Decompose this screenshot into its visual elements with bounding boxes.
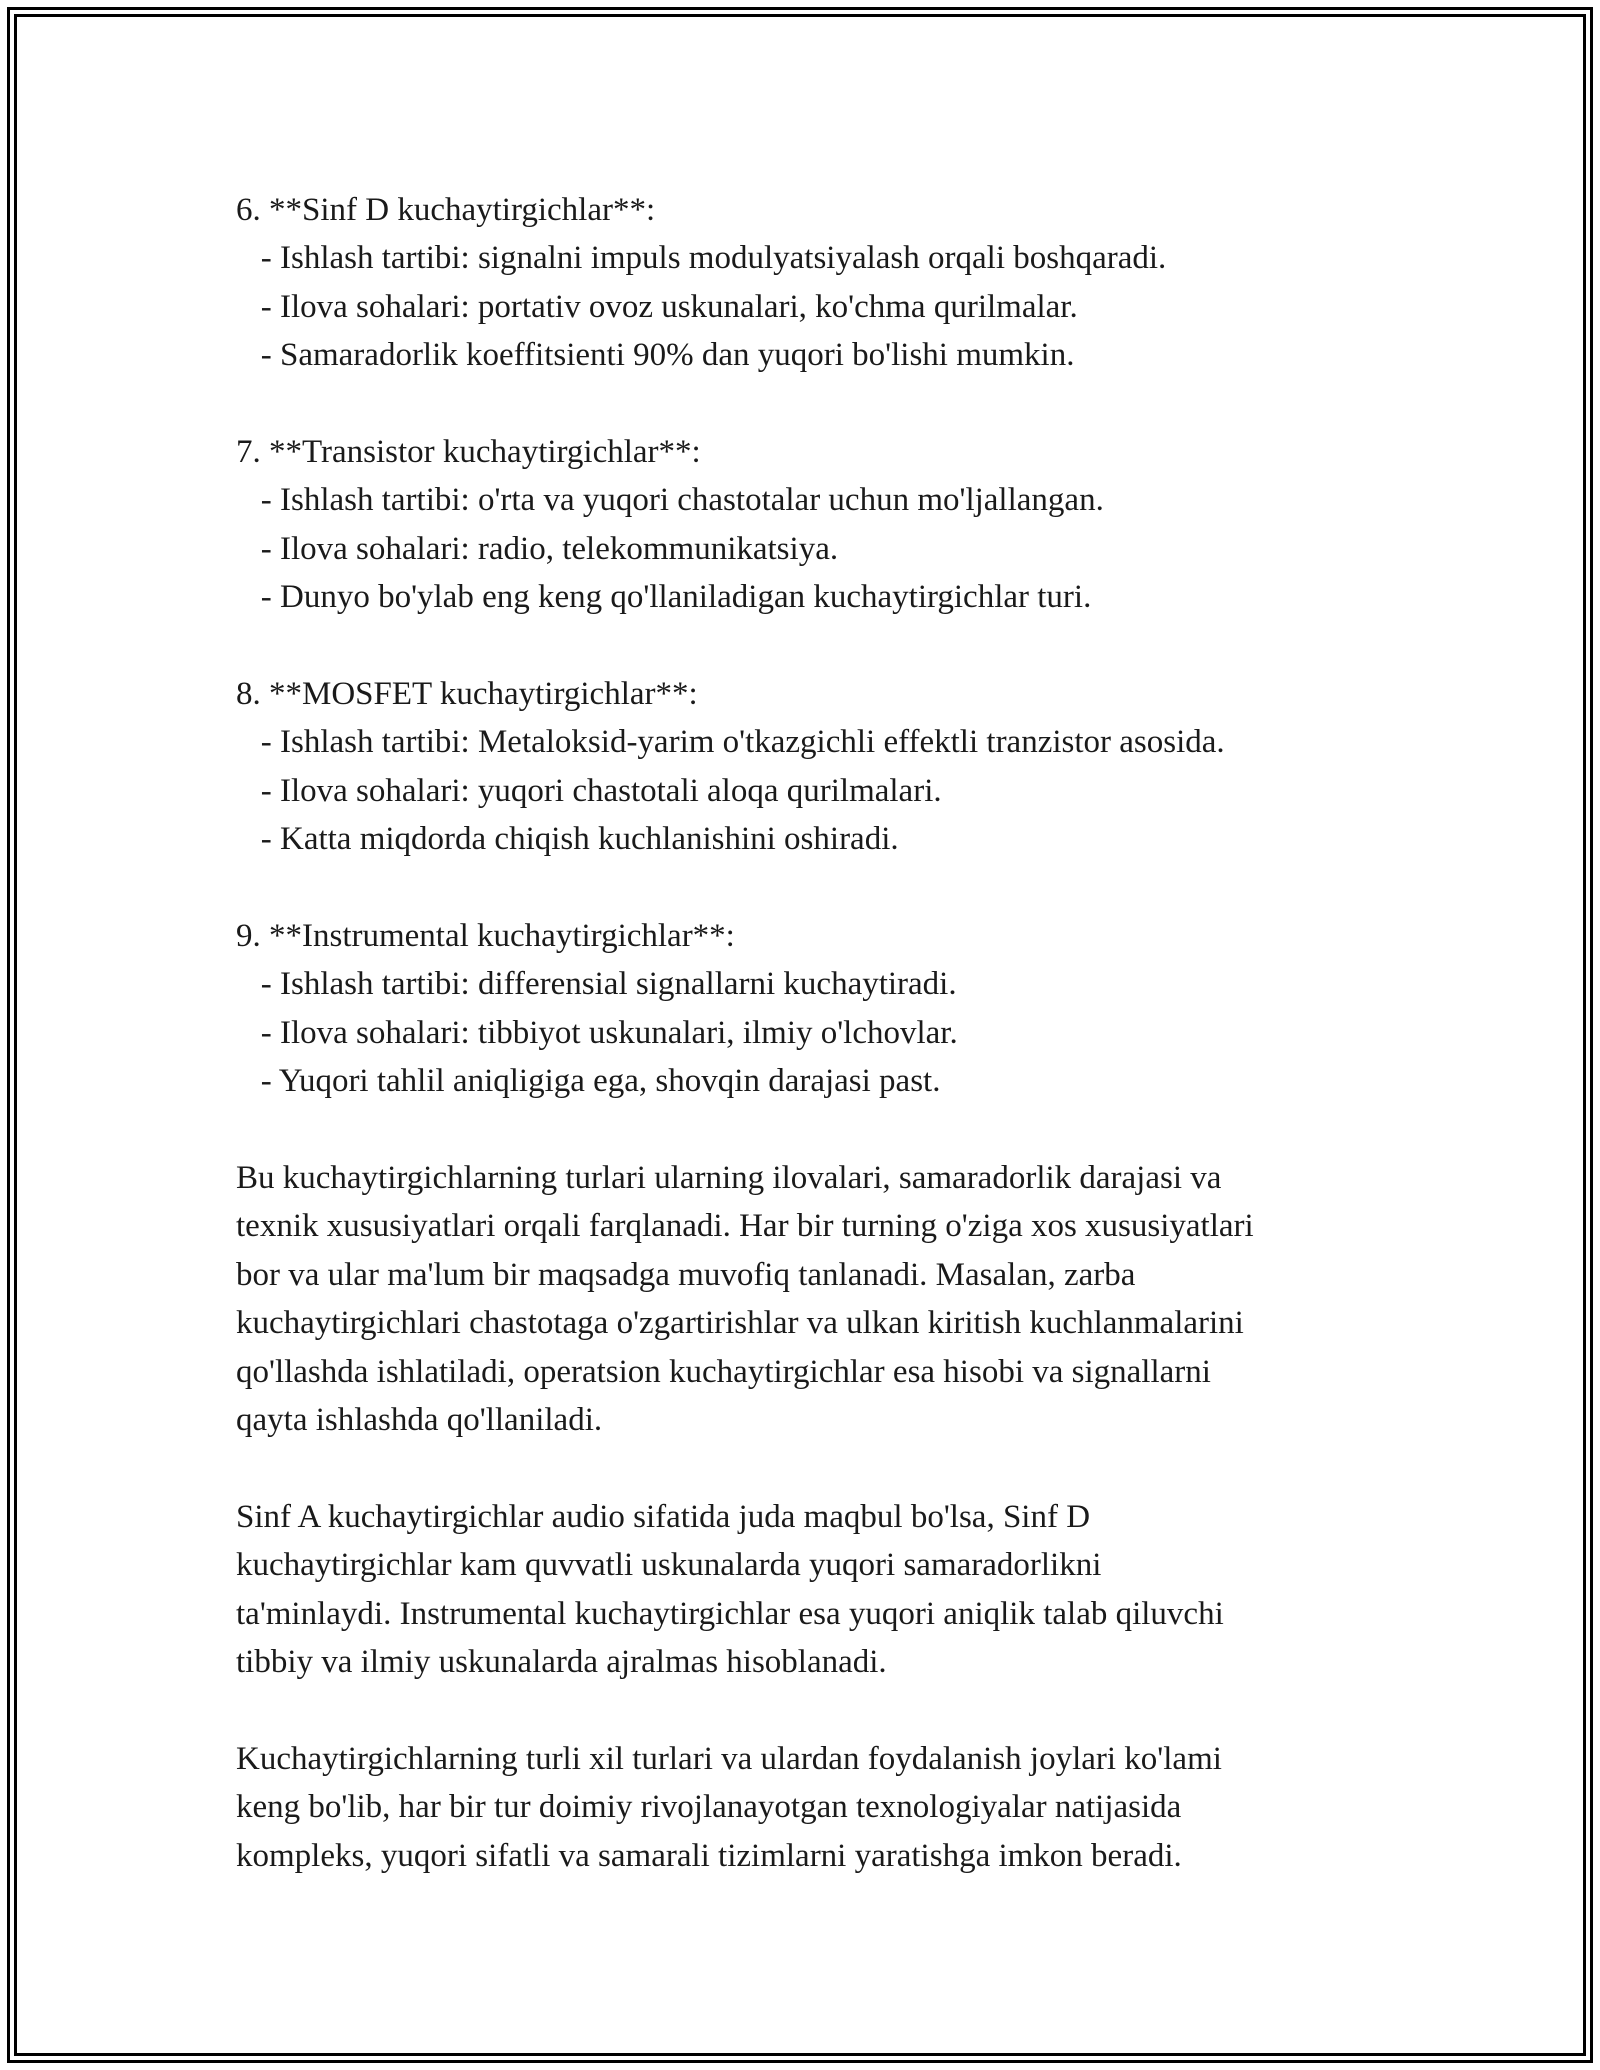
list-item: - Samaradorlik koeffitsienti 90% dan yuqori bo'lishi mumkin. <box>236 337 1075 374</box>
paragraph-summary <box>236 1154 1396 1444</box>
paragraph-line: qo'llashda ishlatiladi, operatsion kuchaytirgichlar esa hisobi va signallarni <box>236 1353 1211 1390</box>
paragraph-line: Kuchaytirgichlarning turli xil turlari va ulardan foydalanish joylari ko'lami <box>236 1740 1222 1777</box>
paragraph-line: ta'minlaydi. Instrumental kuchaytirgichlar esa yuqori aniqlik talab qiluvchi <box>236 1595 1224 1632</box>
list-item: - Ilova sohalari: tibbiyot uskunalari, ilmiy o'lchovlar. <box>236 1014 958 1051</box>
list-item: - Ishlash tartibi: signalni impuls modulyatsiyalash orqali boshqaradi. <box>236 240 1167 277</box>
list-item: - Katta miqdorda chiqish kuchlanishini oshiradi. <box>236 821 899 858</box>
list-item: - Ilova sohalari: yuqori chastotali aloqa qurilmalari. <box>236 772 942 809</box>
paragraph-line: bor va ular ma'lum bir maqsadga muvofiq tanlanadi. Masalan, zarba <box>236 1256 1136 1293</box>
list-item: - Ilova sohalari: radio, telekommunikatsiya. <box>236 530 839 567</box>
paragraph-line: kuchaytirgichlar kam quvvatli uskunalarda yuqori samaradorlikni <box>236 1547 1102 1584</box>
list-item: - Dunyo bo'ylab eng keng qo'llaniladigan kuchaytirgichlar turi. <box>236 579 1092 616</box>
paragraph-line: keng bo'lib, har bir tur doimiy rivojlanayotgan texnologiyalar natijasida <box>236 1789 1182 1826</box>
list-section-class-d <box>236 186 1396 380</box>
list-item: - Ishlash tartibi: Metaloksid-yarim o'tkazgichli effektli tranzistor asosida. <box>236 724 1225 761</box>
paragraph-line: tibbiy va ilmiy uskunalarda ajralmas hisoblanadi. <box>236 1644 887 1681</box>
list-item: - Ishlash tartibi: o'rta va yuqori chastotalar uchun mo'ljallangan. <box>236 482 1104 519</box>
paragraph-conclusion <box>236 1735 1396 1880</box>
list-item: - Yuqori tahlil aniqligiga ega, shovqin darajasi past. <box>236 1063 941 1100</box>
list-section-transistor <box>236 428 1396 622</box>
list-section-instrumental <box>236 912 1396 1106</box>
list-item: - Ilova sohalari: portativ ovoz uskunalari, ko'chma qurilmalar. <box>236 288 1078 325</box>
section-heading: 7. **Transistor kuchaytirgichlar**: <box>236 434 701 471</box>
paragraph-line: kompleks, yuqori sifatli va samarali tizimlarni yaratishga imkon beradi. <box>236 1837 1182 1874</box>
list-item: - Ishlash tartibi: differensial signallarni kuchaytiradi. <box>236 966 957 1003</box>
section-heading: 9. **Instrumental kuchaytirgichlar**: <box>236 918 735 955</box>
document-body <box>236 186 1396 1880</box>
paragraph-comparison <box>236 1493 1396 1687</box>
paragraph-line: qayta ishlashda qo'llaniladi. <box>236 1402 603 1439</box>
paragraph-line: texnik xususiyatlari orqali farqlanadi. Har bir turning o'ziga xos xususiyatlari <box>236 1208 1254 1245</box>
section-heading: 8. **MOSFET kuchaytirgichlar**: <box>236 676 698 713</box>
paragraph-line: Sinf A kuchaytirgichlar audio sifatida juda maqbul bo'lsa, Sinf D <box>236 1498 1091 1535</box>
list-section-mosfet <box>236 670 1396 864</box>
paragraph-line: Bu kuchaytirgichlarning turlari ularning ilovalari, samaradorlik darajasi va <box>236 1160 1222 1197</box>
paragraph-line: kuchaytirgichlari chastotaga o'zgartirishlar va ulkan kiritish kuchlanmalarini <box>236 1305 1244 1342</box>
section-heading: 6. **Sinf D kuchaytirgichlar**: <box>236 192 656 228</box>
